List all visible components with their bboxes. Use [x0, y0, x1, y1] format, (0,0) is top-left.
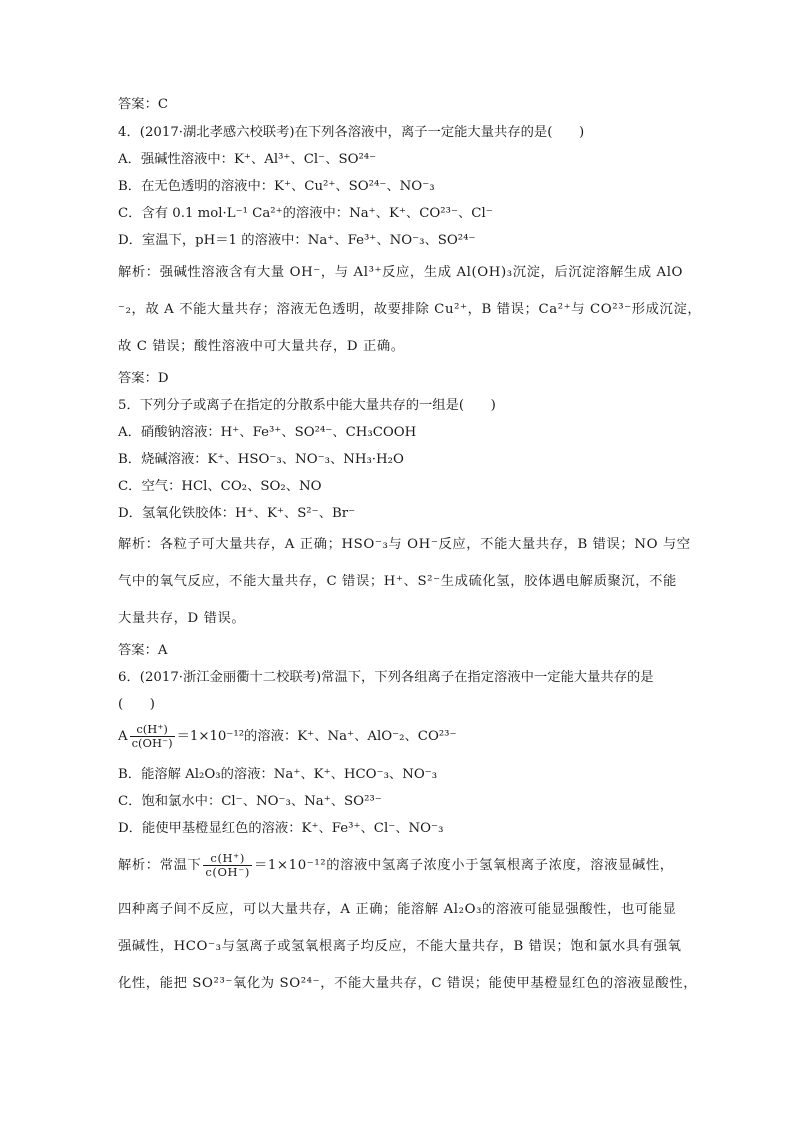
- q5-option-a: A．硝酸钠溶液：H⁺、Fe³⁺、SO²⁴⁻、CH₃COOH: [118, 425, 417, 440]
- answer-q3: 答案：C: [118, 97, 169, 112]
- q6-explanation-2: 四种离子间不反应，可以大量共存，A 正确；能溶解 Al₂O₃的溶液可能显强酸性，也可能显: [118, 902, 677, 917]
- q6-explanation-prefix: 解析：常温下: [118, 858, 202, 873]
- q4-option-d: D．室温下，pH＝1 的溶液中：Na⁺、Fe³⁺、NO⁻₃、SO²⁴⁻: [118, 233, 476, 248]
- fraction-numerator: c(H⁺): [130, 723, 175, 737]
- q4-option-b: B．在无色透明的溶液中：K⁺、Cu²⁺、SO²⁴⁻、NO⁻₃: [118, 179, 435, 194]
- q6-option-c: C．饱和氯水中：Cl⁻、NO⁻₃、Na⁺、SO²³⁻: [118, 794, 382, 809]
- q4-option-a: A．强碱性溶液中：K⁺、Al³⁺、Cl⁻、SO²⁴⁻: [118, 152, 377, 167]
- q6-option-a: [118, 723, 457, 750]
- q6-option-a-prefix: A: [118, 729, 128, 744]
- q5-option-d: D．氢氧化铁胶体：H⁺、K⁺、S²⁻、Br⁻: [118, 506, 356, 521]
- fraction-denominator: c(OH⁻): [131, 736, 173, 750]
- q4-option-c: C．含有 0.1 mol·L⁻¹ Ca²⁺的溶液中：Na⁺、K⁺、CO²³⁻、Cl⁻: [118, 206, 493, 221]
- q6-explanation-4: 化性，能把 SO²³⁻氧化为 SO²⁴⁻，不能大量共存，C 错误；能使甲基橙显红色的溶液显酸性，: [118, 976, 698, 991]
- q6-explanation-text: ＝1×10⁻¹²的溶液中氢离子浓度小于氢氧根离子浓度，溶液显碱性，: [253, 858, 674, 873]
- q5-option-b: B．烧碱溶液：K⁺、HSO⁻₃、NO⁻₃、NH₃·H₂O: [118, 452, 404, 467]
- concentration-ratio-fraction: [130, 723, 175, 750]
- q6-option-a-text: ＝1×10⁻¹²的溶液：K⁺、Na⁺、AlO⁻₂、CO²³⁻: [176, 729, 457, 744]
- q4-explanation-2: ⁻₂，故 A 不能大量共存；溶液无色透明，故要排除 Cu²⁺，B 错误；Ca²⁺与 CO²³⁻形成沉淀，: [118, 302, 702, 317]
- q5-stem: 5．下列分子或离子在指定的分散系中能大量共存的一组是( ): [118, 398, 496, 413]
- q6-explanation-3: 强碱性，HCO⁻₃与氢离子或氢氧根离子均反应，不能大量共存，B 错误；饱和氯水具有强氧: [118, 939, 682, 954]
- q6-option-d: D．能使甲基橙显红色的溶液：K⁺、Fe³⁺、Cl⁻、NO⁻₃: [118, 821, 444, 836]
- q5-explanation-3: 大量共存，D 错误。: [118, 611, 246, 626]
- q5-explanation-1: 解析：各粒子可大量共存，A 正确；HSO⁻₃与 OH⁻反应，不能大量共存，B 错误；NO 与空: [118, 537, 691, 552]
- fraction-numerator: c(H⁺): [203, 852, 252, 866]
- q6-explanation-1: [118, 852, 674, 879]
- q4-stem: 4．(2017·湖北孝感六校联考)在下列各溶液中，离子一定能大量共存的是( ): [118, 125, 585, 140]
- q6-option-b: B．能溶解 Al₂O₃的溶液：Na⁺、K⁺、HCO⁻₃、NO⁻₃: [118, 767, 438, 782]
- concentration-ratio-fraction: [203, 852, 252, 879]
- q4-explanation-1: 解析：强碱性溶液含有大量 OH⁻，与 Al³⁺反应，生成 Al(OH)₃沉淀，后沉淀溶解生成 AlO: [118, 265, 684, 280]
- q5-explanation-2: 气中的氧气反应，不能大量共存，C 错误；H⁺、S²⁻生成硫化氢，胶体遇电解质聚沉，不能: [118, 574, 677, 589]
- q6-stem-bracket: ( ): [118, 697, 155, 712]
- answer-q4: 答案：D: [118, 371, 169, 386]
- q4-explanation-3: 故 C 错误；酸性溶液中可大量共存，D 正确。: [118, 339, 405, 354]
- answer-q5: 答案：A: [118, 643, 168, 658]
- q6-stem: 6．(2017·浙江金丽衢十二校联考)常温下，下列各组离子在指定溶液中一定能大量共存的是: [118, 670, 654, 685]
- fraction-denominator: c(OH⁻): [205, 865, 250, 879]
- q5-option-c: C．空气：HCl、CO₂、SO₂、NO: [118, 479, 322, 494]
